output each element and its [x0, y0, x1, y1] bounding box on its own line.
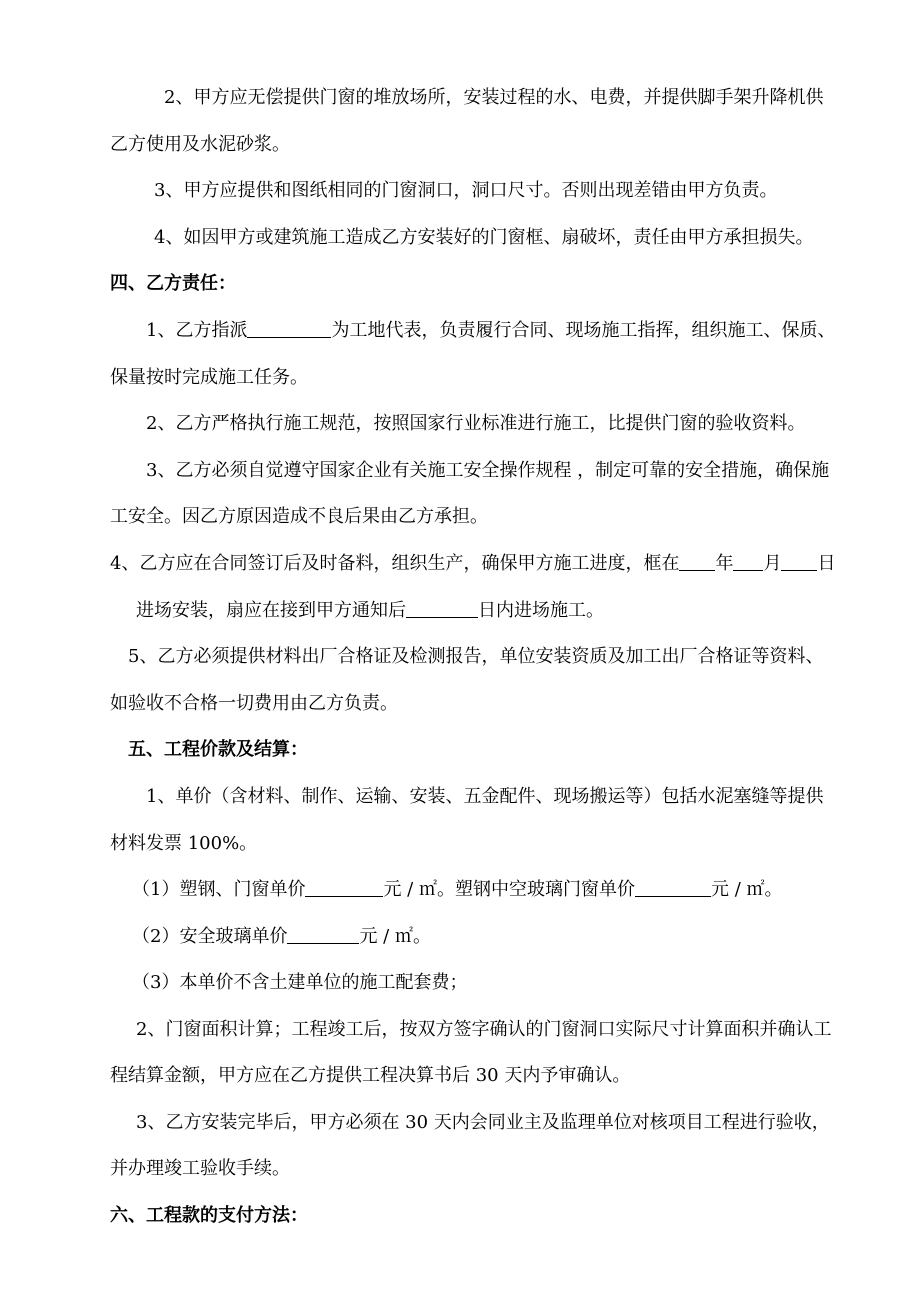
clause-4-2: 2、乙方严格执行施工规范，按照国家行业标准进行施工，比提供门窗的验收资料。 [146, 413, 806, 434]
safety-glass-price-blank[interactable] [287, 925, 359, 944]
clause-3-3: 3、甲方应提供和图纸相同的门窗洞口，洞口尺寸。否则出现差错由甲方负责。 [154, 180, 778, 201]
clause-5-1-1-mid: 元 / ㎡。塑钢中空玻璃门窗单价 [383, 879, 635, 900]
clause-4-5-line-1: 5、乙方必须提供材料出厂合格证及检测报告，单位安装资质及加工出厂合格证等资料、 [128, 646, 824, 667]
clause-5-1-1 [132, 878, 782, 902]
clause-3-2-line-1: 2、甲方应无偿提供门窗的堆放场所，安装过程的水、电费，并提供脚手架升降机供 [164, 87, 824, 108]
clause-4-4-line-2 [136, 599, 604, 623]
clause-4-4-b-suffix: 日内进场施工。 [478, 600, 604, 621]
clause-4-3-line-2: 工安全。因乙方原因造成不良后果由乙方承担。 [110, 506, 488, 527]
clause-4-1-line-1 [146, 319, 835, 343]
clause-4-1-prefix: 1、乙方指派 [146, 320, 248, 341]
clause-5-1-3: （3）本单价不含土建单位的施工配套费； [132, 972, 468, 993]
hollow-glass-price-blank[interactable] [635, 878, 711, 897]
day-blank[interactable] [781, 552, 817, 571]
clause-5-2-line-1: 2、门窗面积计算；工程竣工后，按双方签字确认的门窗洞口实际尺寸计算面积并确认工 [136, 1019, 832, 1040]
clause-5-1-2-prefix: （2）安全玻璃单价 [132, 926, 288, 947]
section-6-heading: 六、工程款的支付方法： [110, 1205, 308, 1226]
clause-5-1-2-suffix: 元 / ㎡。 [359, 926, 431, 947]
clause-5-2-line-2: 程结算金额，甲方应在乙方提供工程决算书后 30 天内予审确认。 [110, 1065, 631, 1086]
clause-5-1-line-1: 1、单价（含材料、制作、运输、安装、五金配件、现场搬运等）包括水泥塞缝等提供 [146, 786, 824, 807]
clause-5-3-line-2: 并办理竣工验收手续。 [110, 1158, 290, 1179]
section-5-heading: 五、工程价款及结算： [128, 739, 308, 760]
year-blank[interactable] [679, 552, 715, 571]
year-label: 年 [715, 553, 734, 574]
clause-4-3-line-1: 3、乙方必须自觉遵守国家企业有关施工安全操作规程 ，制定可靠的安全措施，确保施 [146, 460, 830, 481]
site-representative-blank[interactable] [247, 319, 331, 338]
clause-4-5-line-2: 如验收不合格一切费用由乙方负责。 [110, 693, 398, 714]
day-label: 日 [817, 553, 836, 574]
clause-4-4-line-1 [110, 552, 835, 576]
clause-5-1-2 [132, 925, 431, 949]
section-4-heading: 四、乙方责任： [110, 273, 236, 294]
clause-5-1-1-suffix: 元 / ㎡。 [710, 879, 783, 900]
clause-4-4-prefix: 4、乙方应在合同签订后及时备料，组织生产，确保甲方施工进度，框在 [110, 553, 680, 574]
days-blank[interactable] [406, 599, 478, 618]
clause-4-1-line-2: 保量按时完成施工任务。 [110, 367, 308, 388]
clause-3-4: 4、如因甲方或建筑施工造成乙方安装好的门窗框、扇破坏，责任由甲方承担损失。 [154, 227, 814, 248]
clause-4-1-suffix: 为工地代表，负责履行合同、现场施工指挥，组织施工、保质、 [331, 320, 836, 341]
month-blank[interactable] [733, 552, 763, 571]
plastic-window-price-blank[interactable] [305, 878, 383, 897]
clause-5-1-line-2: 材料发票 100%。 [110, 833, 258, 854]
clause-4-4-b-prefix: 进场安装，扇应在接到甲方通知后 [136, 600, 406, 621]
clause-3-2-line-2: 乙方使用及水泥砂浆。 [110, 134, 290, 155]
clause-5-3-line-1: 3、乙方安装完毕后，甲方必须在 30 天内会同业主及监理单位对核项目工程进行验收， [136, 1112, 830, 1133]
month-label: 月 [763, 553, 782, 574]
clause-5-1-1-prefix: （1）塑钢、门窗单价 [132, 879, 306, 900]
